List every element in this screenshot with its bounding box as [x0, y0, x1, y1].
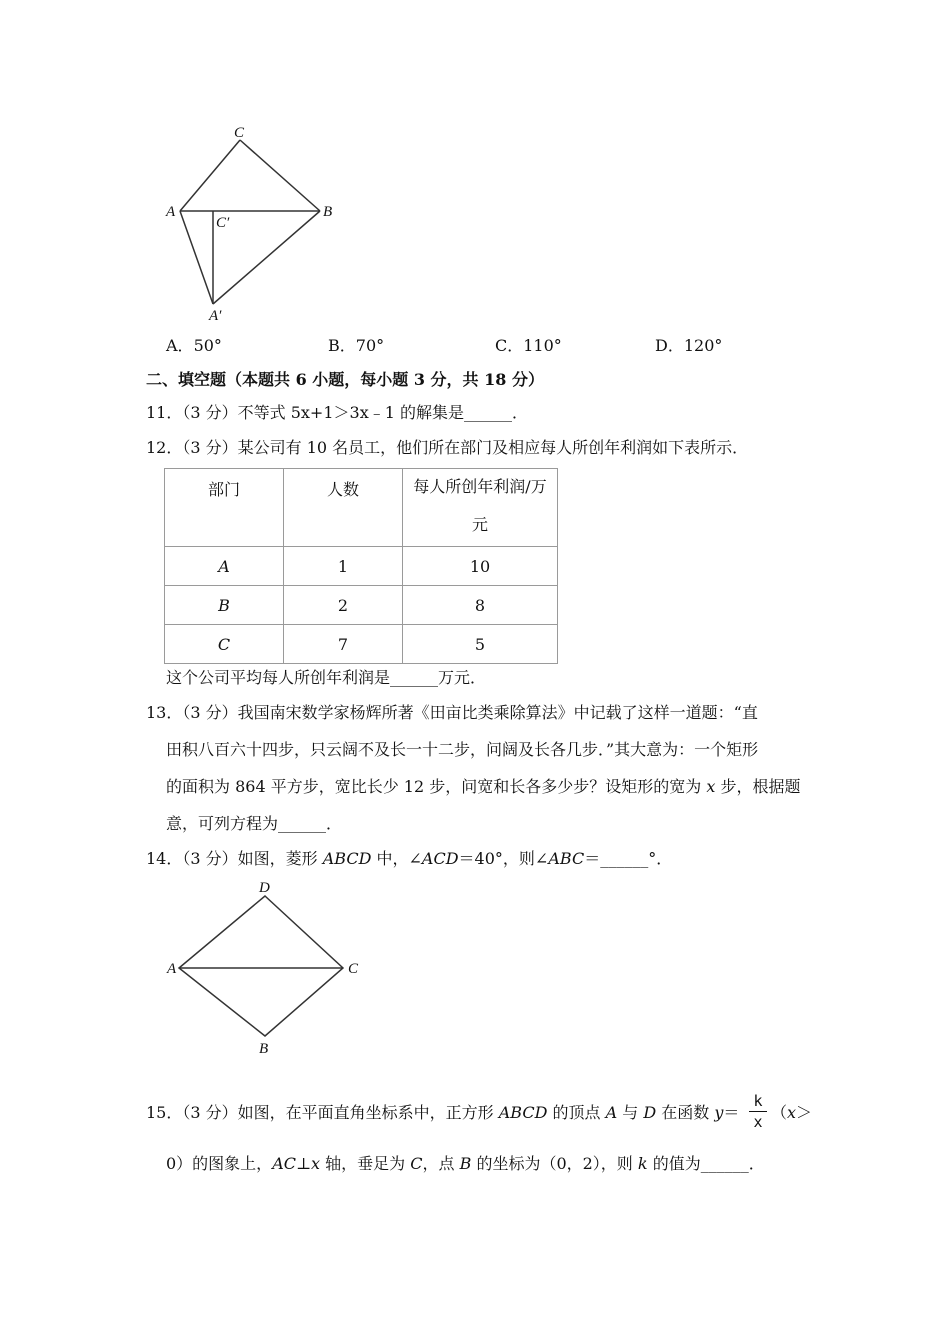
- table-row: [165, 547, 558, 586]
- cell-count-b: 2: [284, 586, 403, 625]
- q13-var-x: x: [706, 777, 716, 796]
- label-c: C: [234, 125, 245, 141]
- cell-dept-a: A: [165, 547, 284, 586]
- choice-b-letter: B．: [328, 336, 356, 355]
- fraction-denominator: x: [753, 1113, 763, 1131]
- cell-count-c: 7: [284, 625, 403, 664]
- q14-text-e: ＝40°，则∠: [458, 849, 549, 868]
- q11-text: （3 分）不等式 5x+1＞3x﹣1 的解集是: [182, 403, 464, 422]
- q15-l2-g: ，点: [422, 1154, 460, 1173]
- q11-end: ．: [512, 403, 529, 422]
- q12-answer-line: [166, 668, 486, 688]
- q13-number: 13．: [146, 703, 183, 722]
- q15-l2-a: 0）的图象上，: [166, 1154, 273, 1173]
- q14-acd: ACD: [421, 849, 459, 868]
- question-11: [146, 403, 528, 423]
- q15-gt: ＞: [796, 1103, 813, 1122]
- q15-var-x: x: [787, 1103, 797, 1122]
- q15-var-y: y: [714, 1103, 724, 1122]
- q14-text-g: ＝: [584, 849, 601, 868]
- q14-blank: ______: [600, 849, 649, 868]
- q14-abcd: ABCD: [322, 849, 372, 868]
- question-13-line1: [146, 703, 758, 723]
- q15-text-c: 的顶点: [547, 1103, 606, 1122]
- q15-var-k: k: [637, 1154, 648, 1173]
- segment-ca: [180, 140, 240, 211]
- label-c: C: [348, 961, 359, 977]
- q14-text-c: 中，∠: [371, 849, 422, 868]
- q13-line4: 意，可列方程为: [166, 814, 279, 833]
- choice-a-letter: A．: [166, 336, 194, 355]
- header-count: 人数: [284, 469, 403, 547]
- q15-text-a: （3 分）如图，在平面直角坐标系中，正方形: [182, 1103, 499, 1122]
- q14-text-a: （3 分）如图，菱形: [182, 849, 323, 868]
- q14-abc: ABC: [548, 849, 585, 868]
- choice-c-letter: C．: [495, 336, 524, 355]
- question-14: [146, 849, 672, 869]
- choice-c: [495, 336, 562, 356]
- q14-end: °．: [648, 849, 673, 868]
- fraction-bar: [749, 1111, 767, 1112]
- segment-aa-prime: [180, 211, 213, 304]
- rhombus-outline: [179, 896, 343, 1036]
- label-a-prime: A′: [209, 308, 222, 324]
- cell-dept-b: B: [165, 586, 284, 625]
- cell-profit-b: 8: [403, 586, 558, 625]
- q12-after-text: 这个公司平均每人所创年利润是: [166, 668, 391, 687]
- choice-c-value: 110°: [523, 336, 562, 355]
- choice-a: [166, 336, 222, 356]
- q13-line3b: 步，根据题: [715, 777, 801, 796]
- label-b: B: [323, 204, 333, 220]
- label-a: A: [166, 204, 176, 220]
- header-profit-line1: 每人所创年利润/万: [413, 477, 547, 496]
- q15-perp: ⊥: [295, 1154, 312, 1173]
- choice-b-value: 70°: [355, 336, 385, 355]
- q15-text-g: 在函数: [656, 1103, 715, 1122]
- question-13-line4: [166, 814, 342, 834]
- q15-l2-k: 的值为: [647, 1154, 701, 1173]
- cell-count-a: 1: [284, 547, 403, 586]
- table-header-row: [165, 469, 558, 547]
- q15-point-d: D: [643, 1103, 657, 1122]
- figure-rhombus: [160, 876, 370, 1060]
- fraction-k-over-x: [749, 1092, 767, 1131]
- q13-line3a: 的面积为 864 平方步，宽比长少 12 步，问宽和长各多少步？设矩形的宽为: [166, 777, 707, 796]
- q15-point-c: C: [410, 1154, 423, 1173]
- profit-table: [164, 468, 558, 664]
- question-12: [146, 438, 748, 458]
- choice-d: [655, 336, 722, 356]
- choice-b: [328, 336, 384, 356]
- q13-blank: ______: [278, 814, 327, 833]
- label-a: A: [167, 961, 177, 977]
- choice-a-value: 50°: [193, 336, 222, 355]
- q11-blank: ______: [464, 403, 512, 422]
- label-d: D: [259, 880, 270, 896]
- section-title: 二、填空题（本题共 6 小题，每小题 3 分，共 18 分）: [146, 370, 544, 389]
- segment-cb: [240, 140, 320, 211]
- label-c-prime: C′: [216, 215, 230, 231]
- q15-text-e: 与: [617, 1103, 644, 1122]
- cell-profit-c: 5: [403, 625, 558, 664]
- q12-text: （3 分）某公司有 10 名员工，他们所在部门及相应每人所创年利润如下表所示．: [182, 438, 749, 457]
- q15-point-b: B: [459, 1154, 472, 1173]
- q15-l2-i: 的坐标为（0，2），则: [471, 1154, 638, 1173]
- q15-abcd: ABCD: [498, 1103, 548, 1122]
- header-department: 部门: [165, 469, 284, 547]
- question-15-line1-tail: [771, 1103, 812, 1123]
- q15-x-axis: x: [311, 1154, 321, 1173]
- q15-number: 15．: [146, 1103, 183, 1122]
- q13-line1: （3 分）我国南宋数学家杨辉所著《田亩比类乘除算法》中记载了这样一道题：“直: [182, 703, 758, 722]
- q12-blank: ______: [390, 668, 439, 687]
- q13-end: ．: [326, 814, 343, 833]
- question-15-line2: [166, 1154, 765, 1174]
- label-b: B: [259, 1041, 269, 1057]
- q15-point-a: A: [605, 1103, 618, 1122]
- q15-end: ．: [748, 1154, 765, 1173]
- table-row: [165, 625, 558, 664]
- choice-d-letter: D．: [655, 336, 684, 355]
- q12-after-end: 万元．: [438, 668, 487, 687]
- header-profit-line2: 元: [471, 515, 488, 534]
- q15-paren: （: [771, 1103, 788, 1122]
- q15-l2-e: 轴，垂足为: [320, 1154, 411, 1173]
- q15-equals: ＝: [723, 1103, 740, 1122]
- question-13-line3: [166, 777, 800, 797]
- choice-d-value: 120°: [683, 336, 723, 355]
- q14-number: 14．: [146, 849, 183, 868]
- q15-blank: ______: [700, 1154, 749, 1173]
- fraction-numerator: k: [753, 1092, 763, 1110]
- table-row: [165, 586, 558, 625]
- q11-number: 11．: [146, 403, 183, 422]
- header-profit: [403, 469, 558, 547]
- question-13-line2: 田积八百六十四步，只云阔不及长一十二步，问阔及长各几步．”其大意为：一个矩形: [166, 740, 759, 759]
- question-15-line1: [146, 1103, 739, 1123]
- figure-triangle-fold: [160, 118, 350, 328]
- q12-number: 12．: [146, 438, 183, 457]
- cell-dept-c: C: [165, 625, 284, 664]
- cell-profit-a: 10: [403, 547, 558, 586]
- q15-ac: AC: [272, 1154, 296, 1173]
